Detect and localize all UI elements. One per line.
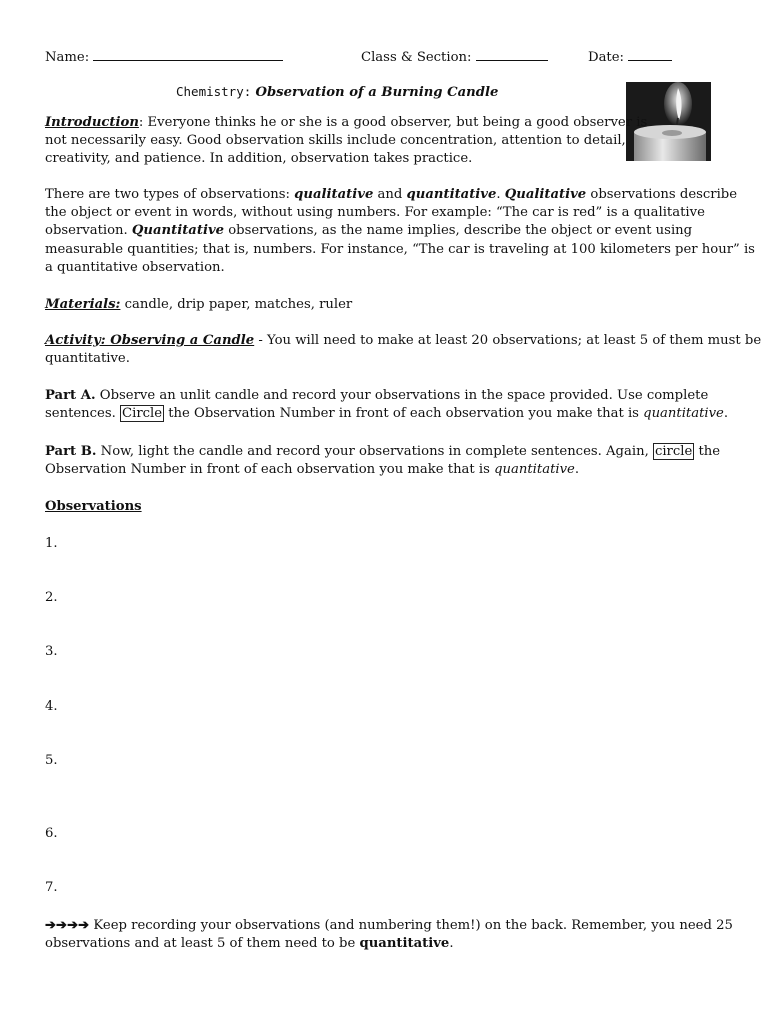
intro-line-1: : Everyone thinks he or she is a good observer, but being a good observer is: [138, 115, 648, 130]
term-quantitative: quantitative: [359, 936, 450, 952]
types-text: and: [373, 187, 407, 202]
part-a-paragraph: [45, 387, 729, 423]
class-section-blank[interactable]: [476, 48, 548, 61]
introduction-label: Introduction: [45, 115, 139, 130]
observation-number[interactable]: 7.: [45, 880, 58, 895]
name-field[interactable]: [45, 48, 283, 65]
title-topic: Observation of a Burning Candle: [255, 85, 499, 100]
types-text: .: [496, 187, 505, 202]
page-title: [176, 84, 498, 100]
introduction-paragraph: [45, 114, 725, 169]
activity-text: - You will need to make at least 20 observations; at least 5 of them must be: [254, 333, 762, 348]
footer-text: Keep recording your observations (and numbering them!) on the back. Remember, you need 25: [89, 918, 733, 933]
name-label: Name:: [45, 50, 90, 65]
activity-label: Activity: Observing a Candle: [45, 333, 255, 348]
name-blank[interactable]: [93, 48, 283, 61]
observation-types-paragraph: [45, 186, 755, 277]
date-blank[interactable]: [628, 48, 672, 61]
part-b-paragraph: [45, 443, 725, 479]
types-line-5: a quantitative observation.: [45, 259, 225, 275]
part-a-text: Observe an unlit candle and record your observations in the space provided. Use complete: [95, 388, 709, 403]
footer-text: .: [449, 936, 454, 952]
observation-number[interactable]: 4.: [45, 699, 58, 714]
date-label: Date:: [588, 50, 624, 65]
part-a-text: sentences.: [45, 406, 121, 422]
materials-text: candle, drip paper, matches, ruler: [120, 297, 353, 312]
observation-number[interactable]: 6.: [45, 826, 58, 841]
class-section-label: Class & Section:: [361, 50, 472, 65]
activity-paragraph: [45, 332, 762, 368]
circle-boxed-word: Circle: [122, 406, 163, 422]
part-b-text: .: [574, 462, 580, 478]
types-line-2: the object or event in words, without using numbers. For example: “The car is red” is a qualitative: [45, 205, 705, 221]
footer-text: observations and at least 5 of them need to be: [45, 936, 360, 952]
part-b-text: Observation Number in front of each observation you make that is: [45, 462, 495, 478]
types-text: observations describe: [586, 187, 738, 202]
part-b-label: Part B.: [45, 444, 97, 459]
class-section-field[interactable]: [361, 48, 548, 65]
title-subject: Chemistry:: [176, 84, 252, 99]
observation-number[interactable]: 3.: [45, 644, 58, 659]
observation-number[interactable]: 2.: [45, 590, 58, 605]
types-line-4: measurable quantities; that is, numbers. For instance, “The car is traveling at 100 kilometers per hour” is: [45, 241, 755, 257]
intro-line-2: not necessarily easy. Good observation skills include concentration, attention to detail,: [45, 133, 626, 149]
date-field[interactable]: [588, 48, 672, 65]
term-qualitative: qualitative: [294, 187, 374, 202]
part-a-text: the Observation Number in front of each observation you make that is: [164, 406, 644, 422]
part-b-text: Now, light the candle and record your observations in complete sentences. Again,: [96, 444, 653, 459]
arrows-icon: ➔➔➔➔: [45, 918, 90, 933]
types-text: There are two types of observations:: [45, 187, 295, 202]
observation-number[interactable]: 5.: [45, 753, 58, 768]
types-text: observations, as the name implies, describe the object or event using: [224, 223, 693, 239]
circle-boxed-word: circle: [654, 444, 693, 459]
term-quantitative: Quantitative: [131, 223, 225, 239]
term-quantitative: quantitative: [494, 462, 575, 478]
observations-heading: Observations: [45, 499, 142, 514]
materials-label: Materials:: [45, 297, 121, 312]
term-quantitative: quantitative: [643, 406, 724, 422]
observation-number[interactable]: 1.: [45, 536, 58, 551]
footer-note: [45, 917, 733, 953]
part-b-text: the: [694, 444, 721, 459]
intro-line-3: creativity, and patience. In addition, observation takes practice.: [45, 151, 473, 167]
term-quantitative: quantitative: [406, 187, 497, 202]
activity-line-2: quantitative.: [45, 351, 130, 367]
types-text: observation.: [45, 223, 132, 239]
part-a-label: Part A.: [45, 388, 96, 403]
part-a-text: .: [723, 406, 729, 422]
materials-line: [45, 296, 725, 314]
term-qualitative: Qualitative: [504, 187, 587, 202]
